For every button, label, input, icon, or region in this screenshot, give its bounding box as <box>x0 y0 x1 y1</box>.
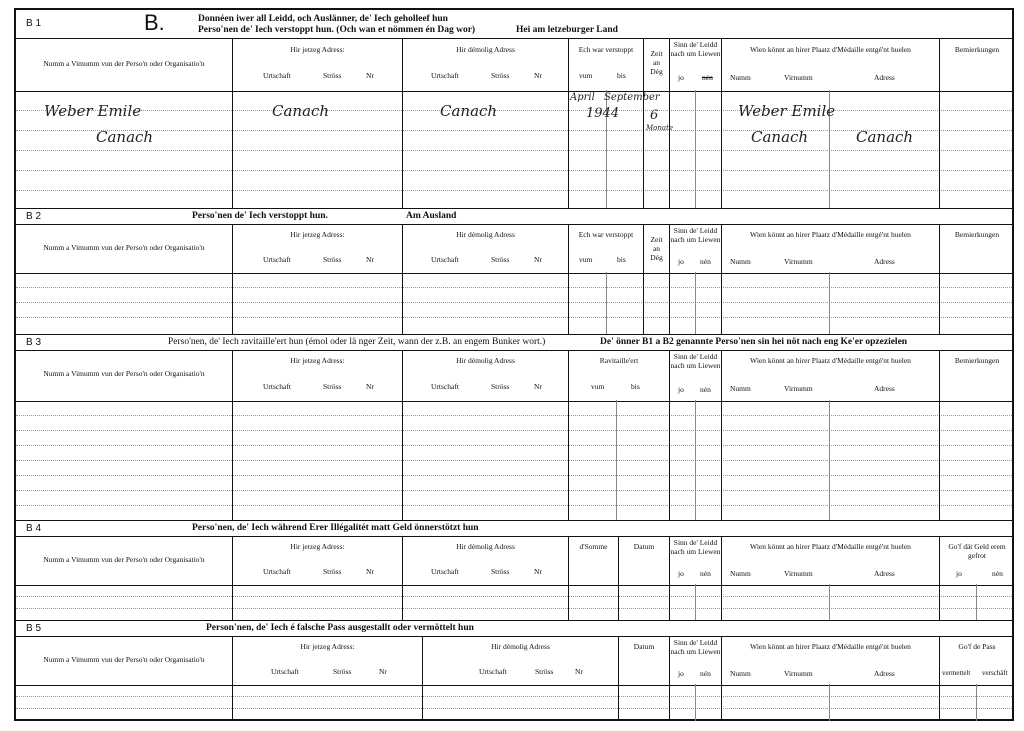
col-ravitailleert: Ravitaille'ert <box>599 356 639 365</box>
sub-adress: Adress <box>874 384 895 393</box>
header-row <box>16 536 1012 586</box>
col-addr-then: Hir démolig Adress <box>456 542 515 551</box>
section-title-right: De' önner B1 a B2 genannte Perso'nen sin hei nöt nach eng Ke'er opzezielen <box>600 337 908 347</box>
section-title: Perso'nen de' Iech verstoppt hun. <box>192 211 328 221</box>
sub-urtschaft: Urtschaft <box>263 71 291 80</box>
sub-stross: Ströss <box>491 255 510 264</box>
sub-virnumm: Virnumm <box>784 257 813 266</box>
handwritten-addr-now: Canach <box>272 102 330 120</box>
col-addr-now: Hir jetzeg Adress: <box>290 45 345 54</box>
col-sinn: Sinn de' Leidd nach um Liewen <box>670 638 721 656</box>
sub-virnumm: Virnumm <box>784 384 813 393</box>
header-row <box>16 350 1012 402</box>
col-sinn: Sinn de' Leidd nach um Liewen <box>670 40 721 58</box>
col-remarks: Bemierkungen <box>954 230 1000 239</box>
col-datum: Datum <box>633 642 655 651</box>
header-row <box>16 38 1012 92</box>
col-addr-now: Hir jetzeg Adress: <box>290 542 345 551</box>
sub-jo: jo <box>678 385 684 394</box>
section-title-right: Hei am letzeburger Land <box>516 25 618 35</box>
col-medal: Wien könnt an hirer Plaatz d'Médaille entgé'nt huelen <box>750 356 911 365</box>
col-addr-then: Hir démolig Adress <box>491 642 550 651</box>
col-zeit: Zeit an Dég <box>650 49 663 76</box>
section-title: Perso'nen, de' Iech während Erer Illégalitét matt Geld önnerstötzt hun <box>192 523 479 533</box>
sub-urtschaft: Urtschaft <box>263 567 291 576</box>
sub-jo: jo <box>678 257 684 266</box>
sub-vum: vum <box>579 71 593 80</box>
sub-stross: Ströss <box>535 667 554 676</box>
registration-form <box>14 8 1014 721</box>
col-sinn: Sinn de' Leidd nach um Liewen <box>670 538 721 556</box>
sub-urtschaft: Urtschaft <box>431 567 459 576</box>
handwritten-year: 1944 <box>586 106 620 121</box>
sub-nr: Nr <box>366 382 374 391</box>
header-row <box>16 224 1012 274</box>
col-datum: Datum <box>633 542 655 551</box>
handwritten-place: Canach <box>96 128 154 146</box>
sub-urtschaft: Urtschaft <box>431 71 459 80</box>
big-letter: B. <box>144 10 165 35</box>
header-row <box>16 636 1012 686</box>
section-id: B 1 <box>26 18 42 29</box>
sub-urtschaft: Urtschaft <box>431 255 459 264</box>
handwritten-medal-place: Canach <box>751 128 809 146</box>
col-somme: d'Somme <box>579 542 608 551</box>
handwritten-medal-addr: Canach <box>856 128 914 146</box>
entry-area <box>16 272 1012 334</box>
entry-area <box>16 90 1012 208</box>
col-addr-then: Hir démolig Adress <box>456 45 515 54</box>
col-pass: Go'f de Pass <box>958 642 996 651</box>
col-addr-then: Hir démolig Adress <box>456 230 515 239</box>
col-name: Numm a Vimumm vun der Perso'n oder Organisatio'n <box>43 369 205 378</box>
sub-urtschaft: Urtschaft <box>263 255 291 264</box>
col-addr-then: Hir démolig Adress <box>456 356 515 365</box>
sub-nr: Nr <box>379 667 387 676</box>
sub-nr: Nr <box>534 382 542 391</box>
sub-bis: bis <box>617 71 626 80</box>
section-title-line2: Perso'nen de' Iech verstoppt hun. (Och wan et nömmen én Dag wor) <box>198 25 476 35</box>
section-title: Person'nen, de' Iech é falsche Pass ausgestallt oder vermöttelt hun <box>206 623 474 633</box>
sub-adress: Adress <box>874 669 895 678</box>
sub-jo: jo <box>678 73 684 82</box>
sub-urtschaft: Urtschaft <box>271 667 299 676</box>
col-name: Numm a Vimumm vun der Perso'n oder Organisatio'n <box>43 59 205 68</box>
section-b2 <box>16 208 1012 334</box>
col-medal: Wien könnt an hirer Plaatz d'Médaille entgé'nt huelen <box>750 542 911 551</box>
sub-nen: nén <box>700 385 711 394</box>
col-addr-now: Hir jetzeg Adress: <box>300 642 355 651</box>
section-title-right: Am Ausland <box>406 211 457 221</box>
sub-adress: Adress <box>874 569 895 578</box>
col-hidden: Ech war verstoppt <box>578 230 634 239</box>
sub-jo: jo <box>678 569 684 578</box>
sub-nr: Nr <box>534 255 542 264</box>
section-id: B 5 <box>26 623 42 634</box>
sub-virnumm: Virnumm <box>784 569 813 578</box>
col-remarks: Bemierkungen <box>954 356 1000 365</box>
sub-stross: Ströss <box>323 567 342 576</box>
sub-stross: Ströss <box>333 667 352 676</box>
col-medal: Wien könnt an hirer Plaatz d'Médaille entgé'nt huelen <box>750 230 911 239</box>
sub-nr: Nr <box>366 71 374 80</box>
sub-nen: nén <box>992 569 1003 578</box>
section-b4 <box>16 520 1012 620</box>
col-name: Numm a Vimumm vun der Perso'n oder Organisatio'n <box>43 655 205 664</box>
col-addr-now: Hir jetzeg Adress: <box>290 230 345 239</box>
sub-vum: vum <box>591 382 605 391</box>
sub-nr: Nr <box>366 255 374 264</box>
sub-urtschaft: Urtschaft <box>479 667 507 676</box>
entry-area <box>16 400 1012 520</box>
col-name: Numm a Vimumm vun der Perso'n oder Organisatio'n <box>43 243 205 252</box>
sub-bis: bis <box>617 255 626 264</box>
handwritten-medal-name: Weber Emile <box>738 102 836 120</box>
section-id: B 4 <box>26 523 42 534</box>
sub-stross: Ströss <box>491 71 510 80</box>
handwritten-addr-then: Canach <box>440 102 498 120</box>
section-id: B 3 <box>26 337 42 348</box>
sub-stross: Ströss <box>323 255 342 264</box>
sub-urtschaft: Urtschaft <box>431 382 459 391</box>
sub-stross: Ströss <box>323 71 342 80</box>
col-hidden: Ech war verstoppt <box>578 45 634 54</box>
col-sinn: Sinn de' Leidd nach um Liewen <box>670 226 721 244</box>
sub-virnumm: Virnumm <box>784 669 813 678</box>
sub-verschaft: verschäft <box>982 669 1008 677</box>
sub-nr: Nr <box>534 567 542 576</box>
handwritten-from: April <box>570 92 595 103</box>
sub-nr: Nr <box>575 667 583 676</box>
handwritten-days-unit: Monate <box>646 124 674 132</box>
section-b1 <box>16 10 1012 208</box>
col-medal: Wien könnt an hirer Plaatz d'Médaille entgé'nt huelen <box>750 45 911 54</box>
section-b5 <box>16 620 1012 721</box>
col-zeit: Zeit an Dég <box>650 235 663 262</box>
section-id: B 2 <box>26 211 42 222</box>
sub-virnumm: Virnumm <box>784 73 813 82</box>
sub-adress: Adress <box>874 73 895 82</box>
sub-numm: Numm <box>730 569 751 578</box>
col-medal: Wien könnt an hirer Plaatz d'Médaille entgé'nt huelen <box>750 642 911 651</box>
sub-stross: Ströss <box>323 382 342 391</box>
sub-bis: bis <box>631 382 640 391</box>
sub-numm: Numm <box>730 384 751 393</box>
col-name: Numm a Vimumm vun der Perso'n oder Organisatio'n <box>43 555 205 564</box>
sub-jo: jo <box>956 569 962 578</box>
sub-nr: Nr <box>534 71 542 80</box>
col-remarks: Bemierkungen <box>954 45 1000 54</box>
section-title: Perso'nen, de' Iech ravitaille'ert hun (émol oder lä nger Zeit, wann der z.B. an engem Bunker wort.) <box>168 337 546 347</box>
sub-nen: nén <box>700 669 711 678</box>
sub-nen: nén <box>700 257 711 266</box>
sub-adress: Adress <box>874 257 895 266</box>
section-b3 <box>16 334 1012 520</box>
sub-stross: Ströss <box>491 567 510 576</box>
sub-nen: nén <box>700 569 711 578</box>
sub-numm: Numm <box>730 257 751 266</box>
section-title-line1: Donnéen iwer all Leidd, och Auslänner, de' Iech geholleef hun <box>198 14 448 24</box>
sub-vermettelt: vermettelt <box>942 669 971 677</box>
sub-urtschaft: Urtschaft <box>263 382 291 391</box>
handwritten-days: 6 <box>650 108 659 123</box>
sub-jo: jo <box>678 669 684 678</box>
handwritten-name: Weber Emile <box>44 102 142 120</box>
sub-nr: Nr <box>366 567 374 576</box>
col-addr-now: Hir jetzeg Adress: <box>290 356 345 365</box>
col-geld-gefrot: Go'f dät Geld erem gefrot <box>948 542 1006 560</box>
col-sinn: Sinn de' Leidd nach um Liewen <box>670 352 721 370</box>
entry-area <box>16 684 1012 721</box>
sub-numm: Numm <box>730 669 751 678</box>
handwritten-to: September <box>604 92 660 103</box>
sub-vum: vum <box>579 255 593 264</box>
sub-numm: Numm <box>730 73 751 82</box>
sub-stross: Ströss <box>491 382 510 391</box>
entry-area <box>16 584 1012 620</box>
sub-nen: nén <box>702 73 713 82</box>
